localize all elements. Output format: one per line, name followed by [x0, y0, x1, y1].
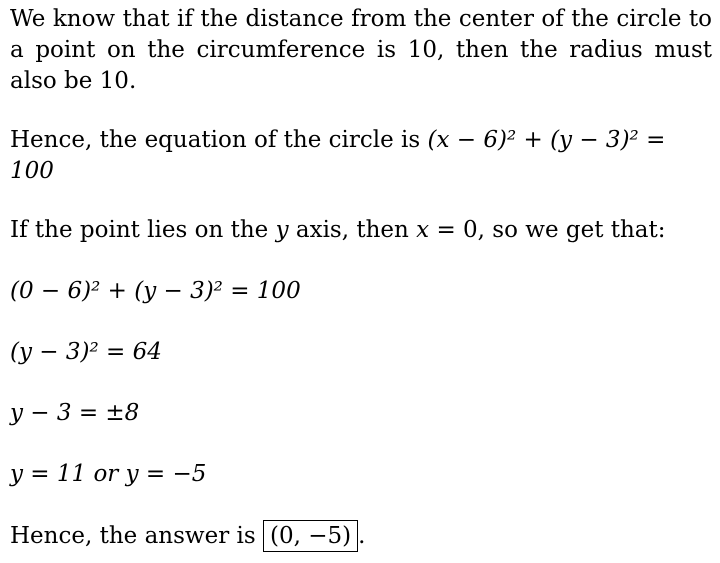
square-root-equation: y − 3 = ±8 [10, 400, 140, 426]
y-axis-text-c: = 0, so we get that: [429, 217, 666, 243]
answer-paragraph [10, 520, 712, 552]
circle-equation-intro: Hence, the equation of the circle is [10, 127, 428, 153]
y-axis-condition-paragraph [10, 215, 712, 246]
answer-period: . [358, 523, 366, 549]
answer-intro: Hence, the answer is [10, 523, 263, 549]
y-variable: y [275, 217, 289, 243]
y-axis-text-b: axis, then [288, 217, 417, 243]
x-variable: x [416, 217, 430, 243]
answer-box: (0, −5) [263, 520, 358, 552]
simplified-equation: (y − 3)² = 64 [10, 339, 162, 365]
y-axis-text-a: If the point lies on the [10, 217, 276, 243]
circle-equation-paragraph [10, 125, 712, 187]
substitution-equation: (0 − 6)² + (y − 3)² = 100 [10, 278, 301, 304]
solutions-line: y = 11 or y = −5 [10, 461, 207, 487]
radius-reasoning-paragraph: We know that if the distance from the center of the circle to a point on the circumference is 10, then the radius must also be 10. [10, 6, 712, 94]
solution-document [10, 4, 712, 552]
circle-equation: (x − 6)² + (y − 3)² = 100 [10, 127, 666, 184]
